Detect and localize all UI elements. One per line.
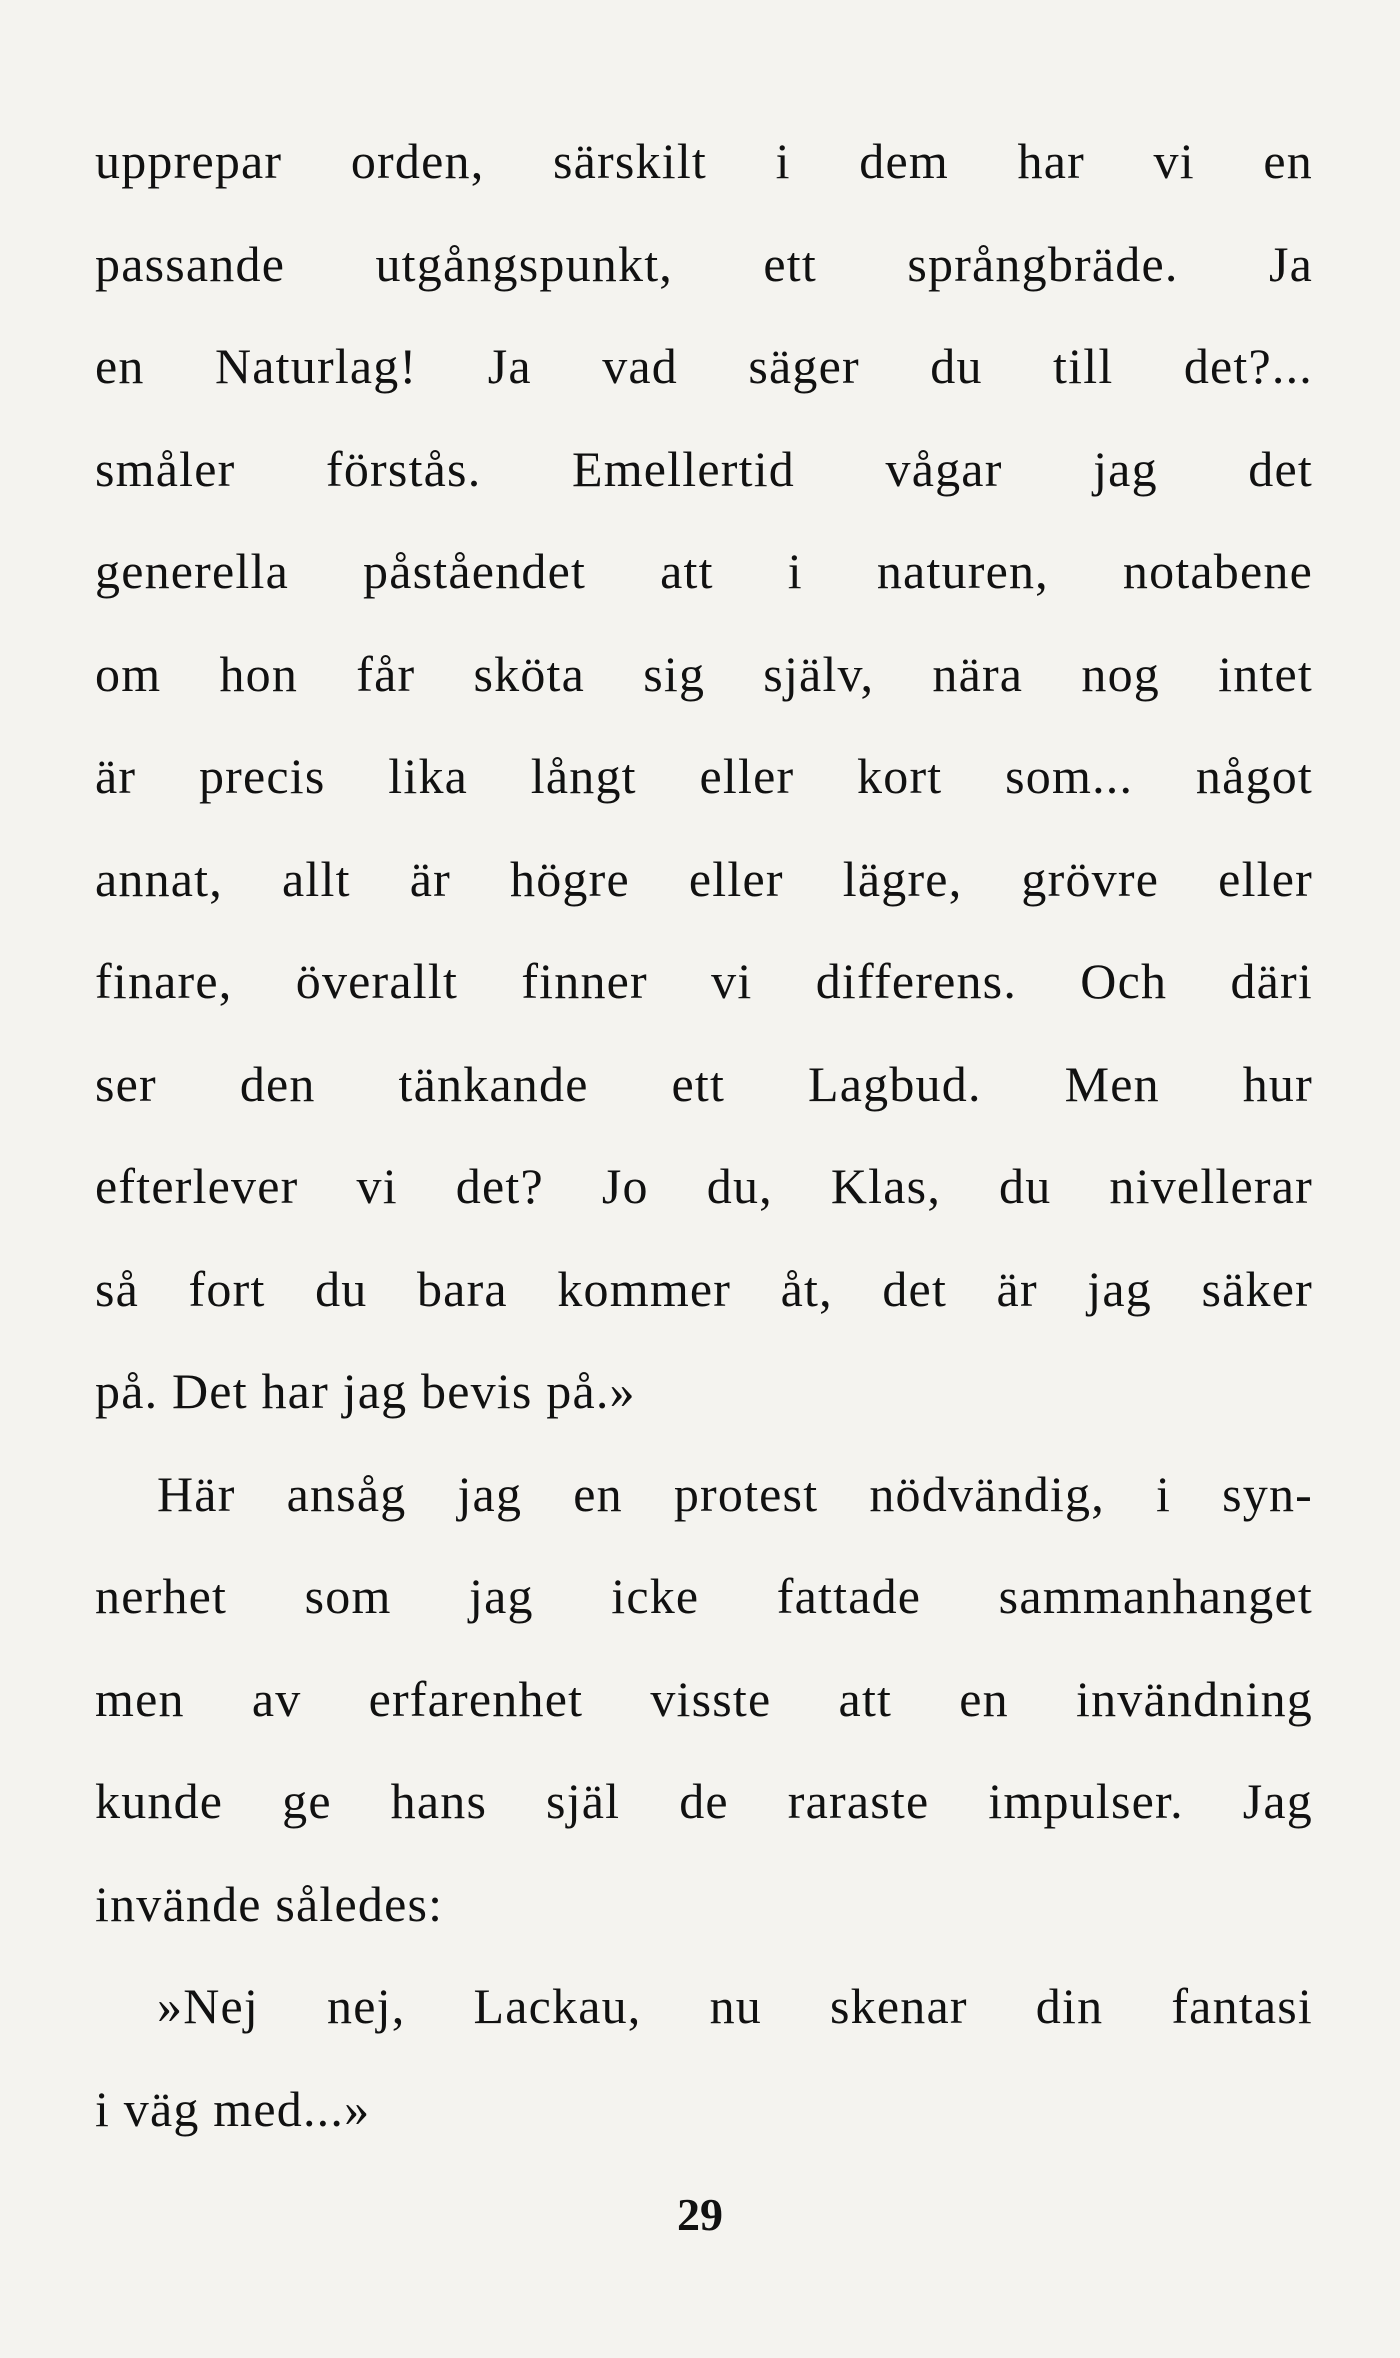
page-number: 29 (677, 2189, 723, 2240)
text-line: Här ansåg jag en protest nödvändig, i syn- (157, 1465, 1313, 1522)
text-line: upprepar orden, särskilt i dem har vi en (95, 133, 1313, 189)
text-line: på. Det har jag bevis på.» (95, 1363, 636, 1419)
text-line: men av erfarenhet visste att en invändning (95, 1670, 1313, 1727)
text-line: är precis lika långt eller kort som... något (95, 748, 1313, 804)
text-line: passande utgångspunkt, ett språngbräde. Ja (95, 235, 1313, 292)
text-line: »Nej nej, Lackau, nu skenar din fantasi (157, 1978, 1313, 2034)
text-line: i väg med...» (95, 2080, 371, 2137)
text-line: generella påståendet att i naturen, notabene (95, 543, 1313, 599)
text-line: kunde ge hans själ de raraste impulser. Jag (95, 1773, 1313, 1829)
body-text (95, 110, 1313, 2160)
text-line: annat, allt är högre eller lägre, grövre eller (95, 850, 1313, 907)
text-line: efterlever vi det? Jo du, Klas, du nivellerar (95, 1158, 1313, 1214)
text-line: om hon får sköta sig själv, nära nog intet (95, 645, 1313, 702)
text-line: nerhet som jag icke fattade sammanhanget (95, 1568, 1313, 1624)
text-line: så fort du bara kommer åt, det är jag säker (95, 1260, 1313, 1317)
text-line: småler förstås. Emellertid vågar jag det (95, 440, 1313, 497)
text-line: invände således: (95, 1875, 444, 1932)
text-line: en Naturlag! Ja vad säger du till det?... (95, 338, 1313, 394)
text-line: finare, överallt finner vi differens. Och däri (95, 953, 1313, 1009)
text-line: ser den tänkande ett Lagbud. Men hur (95, 1055, 1313, 1112)
